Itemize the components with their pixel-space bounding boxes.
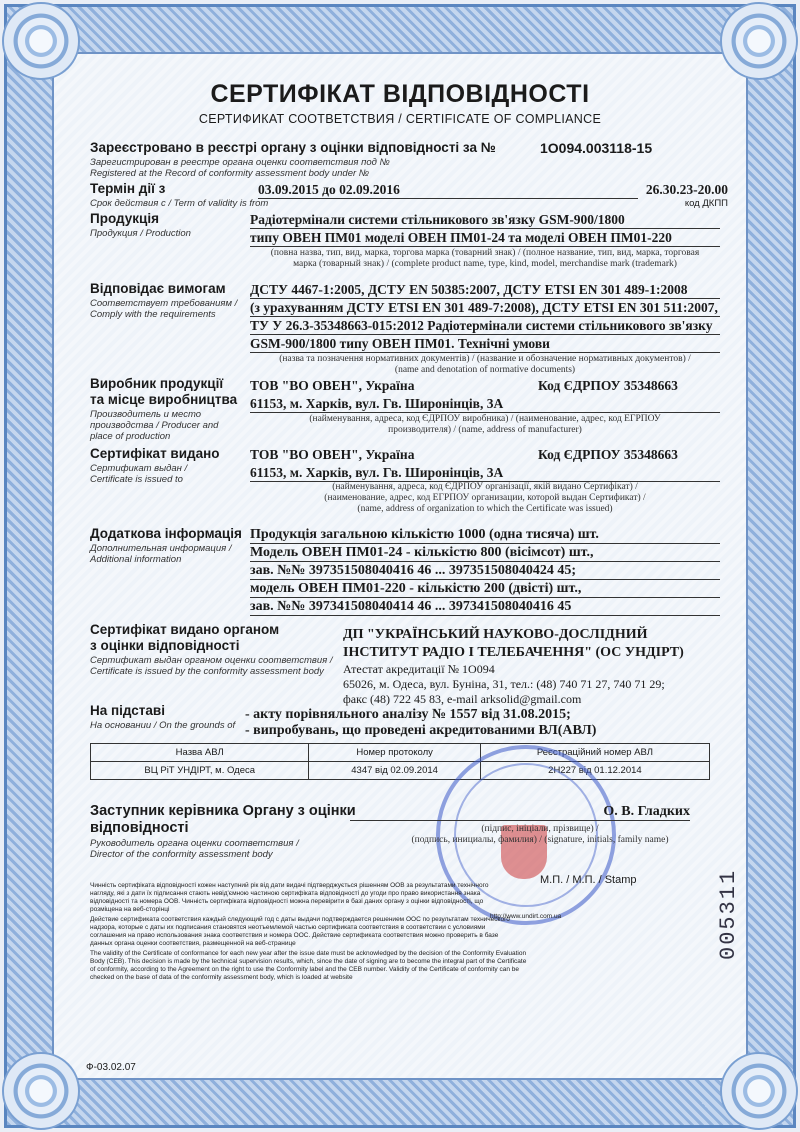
requirements-line-2: (з урахуванням ДСТУ ETSI EN 301 489-7:2008), ДСТУ ETSI EN 301 511:2007, — [250, 299, 720, 317]
issued-to-sub-ru: Сертификат выдан / — [90, 463, 188, 474]
term-sub: Срок действия с / Term of validity is from — [90, 198, 269, 209]
fine-print-ua: Чинність сертифіката відповідності кожен наступний рік від дати видачі підтверджується рішенням ООВ за результатами технічного нагляду, які з дати їх підписання стають невід'ємною частиною сертифіката відповідності до угоди про право використання знака відповідності та номера ООВ. Чинність сертифіката відповідності можна перевірити в базі даних органу з оцінки відповідності, що розміщена на веб-сторінці — [90, 882, 489, 913]
signatory-sub-ru: Руководитель органа оценки соответствия / — [90, 838, 299, 849]
basis-line-1: - акту порівняльного аналізу № 1557 від 31.08.2015; — [245, 707, 571, 722]
issued-to-label: Сертифікат видано — [90, 446, 220, 461]
manufacturer-label-1: Виробник продукції — [90, 376, 224, 391]
signatory-name: О. В. Гладких — [350, 803, 690, 821]
certificate-title: СЕРТИФІКАТ ВІДПОВІДНОСТІ — [210, 80, 590, 108]
issued-to-address: 61153, м. Харків, вул. Гв. Широнінців, 3А — [250, 464, 720, 482]
dkpp-code-label: код ДКПП — [684, 198, 728, 209]
manufacturer-label-2: та місце виробництва — [90, 392, 238, 407]
additional-line-1: Продукція загальною кількістю 1000 (одна тисяча) шт. — [250, 526, 720, 544]
serial-number: 005311 — [716, 868, 741, 960]
additional-line-5: зав. №№ 397341508040414 46 ... 397341508040416 45 — [250, 598, 720, 616]
additional-line-4: модель ОВЕН ПМ01-220 - кількістю 200 (двісті) шт., — [250, 580, 720, 598]
manufacturer-name: ТОВ "ВО ОВЕН", Україна — [250, 378, 415, 393]
body-label-1: Сертифікат видано органом — [90, 622, 280, 637]
body-label-2: з оцінки відповідності — [90, 638, 240, 653]
signatory-note-1: (підпис, ініціали, прізвище) / — [481, 824, 599, 834]
avl-cell-reg: 2Н227 від 01.12.2014 — [480, 762, 709, 780]
additional-sub-en: Additional information — [90, 554, 182, 565]
product-line-1: Радіотермінали системи стільникового зв'язку GSM-900/1800 — [250, 211, 720, 229]
registered-sub-en: Registered at the Record of conformity assessment body under № — [90, 168, 370, 179]
registered-label: Зареєстровано в реєстрі органу з оцінки відповідності за № — [90, 140, 496, 155]
additional-line-3: зав. №№ 397351508040416 46 ... 397351508040424 45; — [250, 562, 720, 580]
basis-sub: На основании / On the grounds of — [90, 720, 236, 731]
requirements-note-2: (name and denotation of normative documents) — [394, 365, 576, 375]
stamp-mark: М.П. / М.П. / Stamp — [540, 874, 637, 886]
requirements-line-4: GSM-900/1800 типу ОВЕН ПМ01. Технічні умови — [250, 335, 720, 353]
avl-table — [90, 743, 710, 780]
basis-label: На підставі — [90, 703, 165, 718]
issued-to-note-3: (name, address of organization to which the Certificate was issued) — [357, 504, 613, 514]
requirements-line-3: ТУ У 26.3-35348663-015:2012 Радіотермінали системи стільникового зв'язку — [250, 317, 720, 335]
manufacturer-note-2: производителя) / (name, address of manufacturer) — [388, 425, 582, 435]
term-label: Термін дії з — [90, 181, 166, 196]
body-address: 65026, м. Одеса, вул. Буніна, 31, тел.: (48) 740 71 27, 740 71 29; — [343, 677, 665, 691]
requirements-sub-en: Comply with the requirements — [90, 309, 216, 320]
product-sub: Продукция / Production — [90, 228, 191, 239]
body-name-1: ДП "УКРАЇНСЬКИЙ НАУКОВО-ДОСЛІДНИЙ — [343, 627, 648, 642]
fine-print-ru: Действие сертификата соответствия каждый следующий год с даты выдачи подтверждается решением ООС по результатам технического надзора, которые с даты их подписания становятся неотъемлемой частью сертификата соответствия в соответствии с условиями соглашения на право использования знака соответствия и номера ООС. Действие сертификата соответствия можно проверить в базе данных органа оценки соответствия, размещенной на веб-странице — [90, 916, 510, 947]
requirements-label: Відповідає вимогам — [90, 281, 226, 296]
term-value: 03.09.2015 до 02.09.2016 — [258, 181, 638, 199]
issued-to-sub-en: Certificate is issued to — [90, 474, 183, 485]
registered-sub-ru: Зарегистрирован в реестре органа оценки соответствия под № — [90, 157, 390, 168]
manufacturer-sub-2: производства / Producer and — [90, 420, 219, 431]
manufacturer-code: Код ЄДРПОУ 35348663 — [538, 378, 678, 393]
certificate-content — [60, 60, 740, 1072]
registered-number: 1О094.003118-15 — [540, 140, 653, 156]
manufacturer-address: 61153, м. Харків, вул. Гв. Широнінців, 3А — [250, 395, 720, 413]
issued-to-code: Код ЄДРПОУ 35348663 — [538, 447, 678, 462]
signatory-note-2: (подпись, инициалы, фамилия) / (signature, initials, family name) — [411, 835, 669, 845]
avl-header-protocol: Номер протоколу — [309, 744, 480, 762]
issued-to-note-1: (найменування, адреса, код ЄДРПОУ організації, якій видано Сертифікат) / — [332, 482, 638, 492]
requirements-line-1: ДСТУ 4467-1:2005, ДСТУ EN 50385:2007, ДСТУ ETSI EN 301 489-1:2008 — [250, 281, 720, 299]
product-note-2: марка (товарный знак) / (complete product name, type, kind, model, merchandise mark (trademark) — [293, 259, 677, 269]
avl-cell-protocol: 4347 від 02.09.2014 — [309, 762, 480, 780]
certificate-subtitle: СЕРТИФИКАТ СООТВЕТСТВИЯ / CERTIFICATE OF COMPLIANCE — [198, 112, 602, 126]
avl-table-header — [91, 744, 710, 762]
additional-sub-ru: Дополнительная информация / — [90, 543, 232, 554]
avl-header-name: Назва АВЛ — [91, 744, 309, 762]
requirements-note-1: (назва та позначення нормативних документів) / (название и обозначение нормативных документов) / — [279, 354, 691, 364]
product-label: Продукція — [90, 211, 159, 226]
issued-to-note-2: (наименование, адрес, код ЕГРПОУ организации, которой выдан Сертификат) / — [324, 493, 646, 503]
body-accreditation: Атестат акредитації № 1О094 — [343, 662, 495, 676]
signatory-label-1: Заступник керівника Органу з оцінки — [90, 803, 356, 819]
manufacturer-sub-3: place of production — [90, 431, 171, 442]
body-contacts: факс (48) 722 45 83, e-mail arksolid@gmail.com — [343, 692, 582, 706]
manufacturer-sub-1: Производитель и место — [90, 409, 202, 420]
dkpp-code: 26.30.23-20.00 — [645, 182, 728, 197]
avl-header-reg: Реєстраційний номер АВЛ — [480, 744, 709, 762]
body-sub-en: Certificate is issued by the conformity assessment body — [90, 666, 324, 677]
issued-to-name: ТОВ "ВО ОВЕН", Україна — [250, 447, 415, 462]
fine-print-en: The validity of the Certificate of conformance for each new year after the issue date must be acknowledged by the decision of the Conformity Evaluation Body (CEB). This decision is made by the technical supervision results, which, since the date of signing are to become the integral part of the Certificate of conformity, according to the Agreement on the right to use the Conformity label and the CEB number. Validity of the Certificate of conformity can be checked on the base of data of the conformity assessment body, which is loaded at website — [90, 950, 527, 981]
product-line-2: типу ОВЕН ПМ01 моделі ОВЕН ПМ01-24 та моделі ОВЕН ПМ01-220 — [250, 229, 720, 247]
table-row — [91, 762, 710, 780]
signatory-label-2: відповідності — [90, 820, 189, 836]
product-note-1: (повна назва, тип, вид, марка, торгова марка (товарний знак) / (полное название, тип, вид, марка, торговая — [270, 248, 700, 258]
body-sub-ru: Сертификат выдан органом оценки соответствия / — [90, 655, 333, 666]
avl-cell-name: ВЦ РіТ УНДІРТ, м. Одеса — [91, 762, 309, 780]
manufacturer-note-1: (найменування, адреса, код ЄДРПОУ виробника) / (наименование, адрес, код ЕГРПОУ — [309, 414, 661, 424]
additional-line-2: Модель ОВЕН ПМ01-24 - кількістю 800 (вісімсот) шт., — [250, 544, 720, 562]
fine-print-url: http://www.undirt.com.ua — [490, 913, 562, 920]
body-name-2: ІНСТИТУТ РАДІО І ТЕЛЕБАЧЕННЯ" (ОС УНДІРТ) — [343, 645, 684, 660]
basis-line-2: - випробувань, що проведені акредитованими ВЛ(АВЛ) — [245, 723, 597, 738]
signatory-sub-en: Director of the conformity assessment body — [90, 849, 273, 860]
form-code: Ф-03.02.07 — [86, 1062, 136, 1073]
additional-label: Додаткова інформація — [90, 526, 242, 541]
requirements-sub-ru: Соответствует требованиям / — [90, 298, 238, 309]
